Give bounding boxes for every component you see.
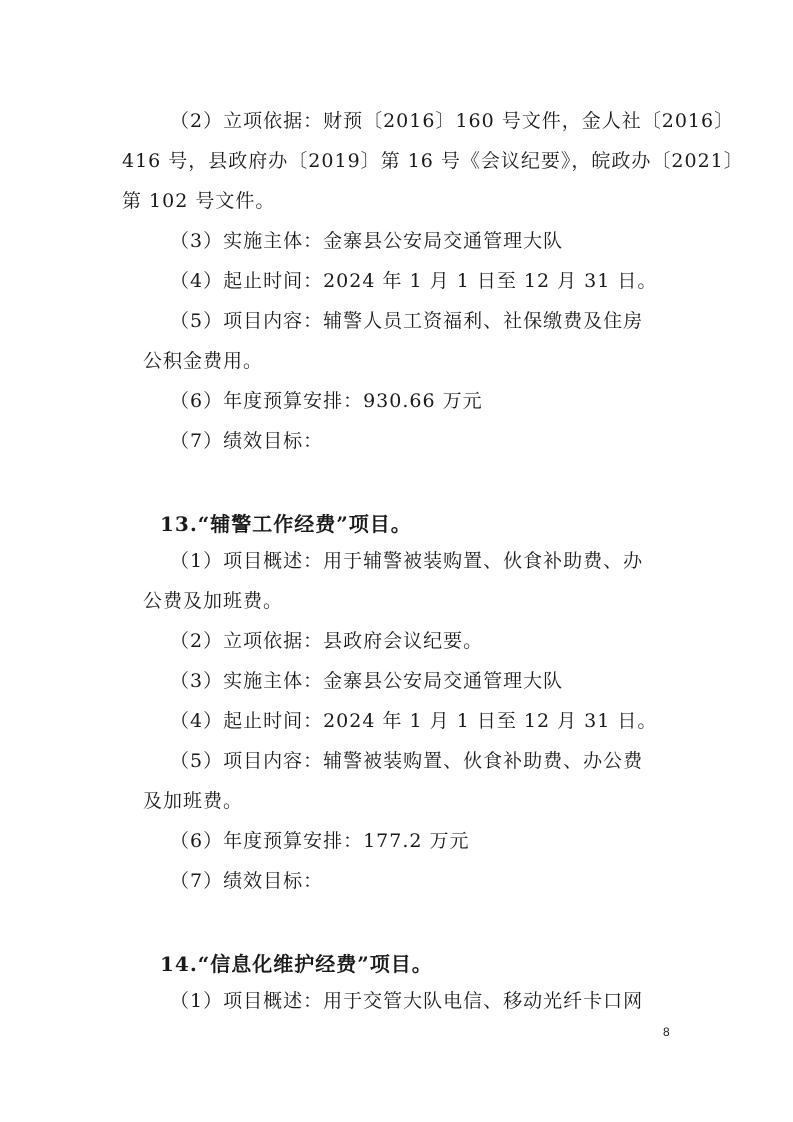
s13-content-line-1: （5）项目内容：辅警被装购置、伙食补助费、办公费	[170, 750, 644, 772]
section-13-heading: 13.“辅警工作经费”项目。	[160, 512, 412, 536]
para-target: （7）绩效目标：	[170, 430, 324, 452]
s13-overview-line-2: 公费及加班费。	[143, 590, 284, 612]
para-content-line-1: （5）项目内容：辅警人员工资福利、社保缴费及住房	[170, 310, 644, 332]
para-implementer: （3）实施主体：金寨县公安局交通管理大队	[170, 230, 564, 252]
s13-budget: （6）年度预算安排：177.2 万元	[170, 830, 470, 852]
s13-basis: （2）立项依据：县政府会议纪要。	[170, 630, 484, 652]
s13-implementer: （3）实施主体：金寨县公安局交通管理大队	[170, 670, 564, 692]
s14-overview-line-1: （1）项目概述：用于交管大队电信、移动光纤卡口网	[170, 990, 644, 1012]
s13-content-line-2: 及加班费。	[143, 790, 244, 812]
s13-target: （7）绩效目标：	[170, 870, 324, 892]
s13-period: （4）起止时间：2024 年 1 月 1 日至 12 月 31 日。	[170, 710, 658, 732]
para-budget: （6）年度预算安排：930.66 万元	[170, 390, 483, 412]
s13-overview-line-1: （1）项目概述：用于辅警被装购置、伙食补助费、办	[170, 550, 644, 572]
para-basis-line-3: 第 102 号文件。	[122, 190, 276, 212]
page-number: 8	[663, 1025, 670, 1039]
para-basis-line-2: 416 号，县政府办〔2019〕第 16 号《会议纪要》，皖政办〔2021〕	[122, 150, 744, 172]
para-period: （4）起止时间：2024 年 1 月 1 日至 12 月 31 日。	[170, 270, 658, 292]
para-basis-line-1: （2）立项依据：财预〔2016〕160 号文件，金人社〔2016〕	[170, 110, 735, 132]
section-14-heading: 14.“信息化维护经费”项目。	[160, 952, 433, 976]
para-content-line-2: 公积金费用。	[143, 350, 264, 372]
